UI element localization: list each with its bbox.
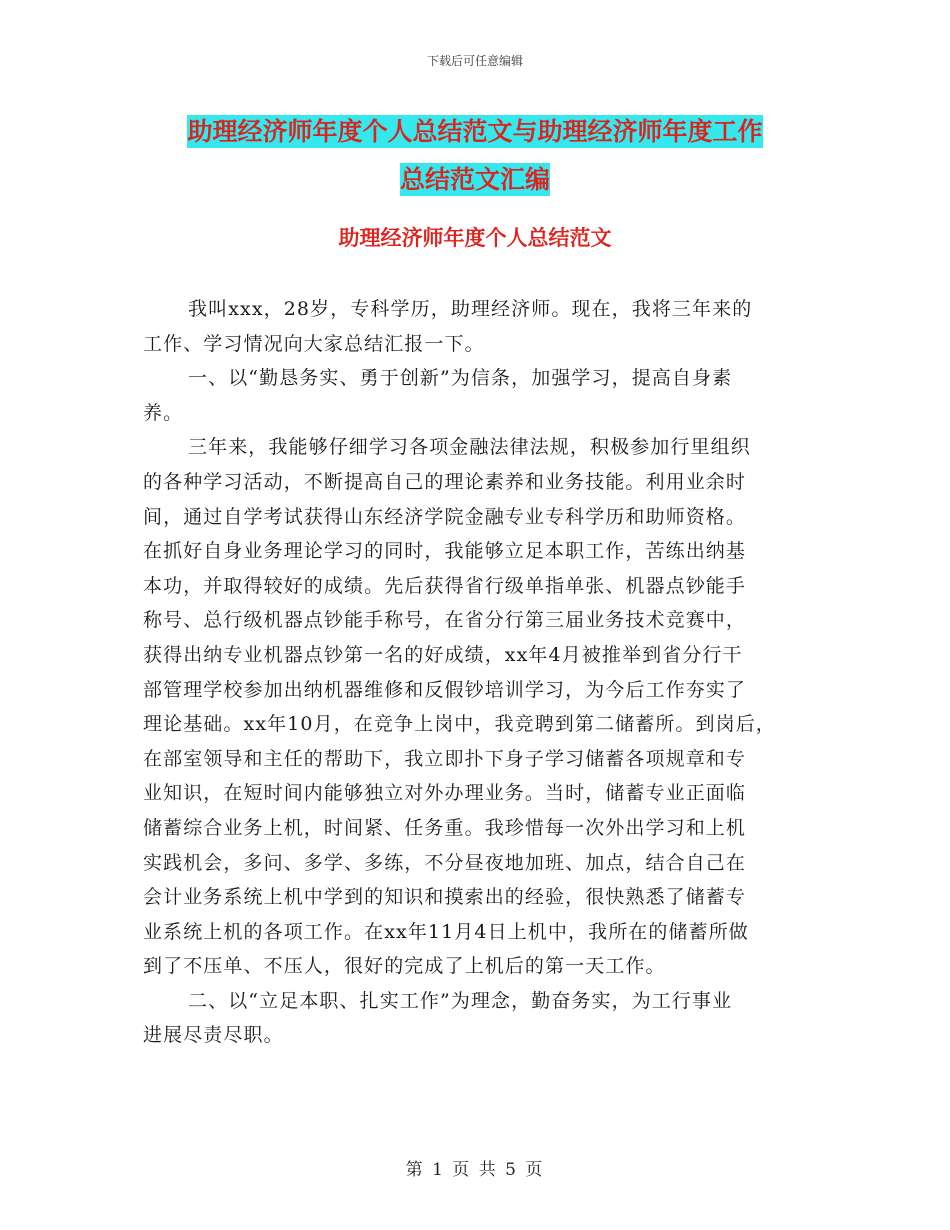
text-line: 养。 — [143, 401, 184, 424]
text-line: 我叫xxx，28岁，专科学历，助理经济师。现在，我将三年来的 — [188, 298, 753, 320]
body-text — [143, 292, 811, 1053]
document-title-line-1 — [0, 108, 950, 156]
text-line: 获得出纳专业机器点钞第一名的好成绩，xx年4月被推举到省分行干 — [143, 643, 743, 666]
text-line: 会计业务系统上机中学到的知识和摸索出的经验，很快熟悉了储蓄专 — [143, 886, 747, 909]
header-note: 下载后可任意编辑 — [426, 54, 523, 68]
text-line: 间，通过自学考试获得山东经济学院金融专业专科学历和助师资格。 — [143, 505, 747, 528]
text-line: 二、以“立足本职、扎实工作”为理念，勤奋务实，为工行事业 — [188, 989, 733, 1012]
title-highlight-2: 总结范文汇编 — [399, 165, 550, 194]
text-line: 称号、总行级机器点钞能手称号，在省分行第三届业务技术竞赛中， — [143, 609, 747, 632]
text-line: 三年来，我能够仔细学习各项金融法律法规，积极参加行里组织 — [188, 436, 751, 459]
text-line: 业知识，在短时间内能够独立对外办理业务。当时，储蓄专业正面临 — [143, 782, 747, 805]
text-line: 在抓好自身业务理论学习的同时，我能够立足本职工作，苦练出纳基 — [143, 540, 747, 563]
text-line: 一、以“勤恳务实、勇于创新”为信条，加强学习，提高自身素 — [188, 367, 733, 390]
page-number-footer: 第 1 页 共 5 页 — [405, 1160, 545, 1180]
text-line: 部管理学校参加出纳机器维修和反假钞培训学习，为今后工作夯实了 — [143, 678, 747, 701]
text-line: 进展尽责尽职。 — [143, 1024, 284, 1047]
section-title: 助理经济师年度个人总结范文 — [338, 226, 612, 250]
text-line: 本功，并取得较好的成绩。先后获得省行级单指单张、机器点钞能手 — [143, 574, 747, 597]
text-line: 到了不压单、不压人，很好的完成了上机后的第一天工作。 — [143, 955, 666, 978]
text-line: 实践机会，多问、多学、多练，不分昼夜地加班、加点，结合自己在 — [143, 851, 747, 874]
text-line: 工作、学习情况向大家总结汇报一下。 — [143, 332, 485, 355]
text-line: 储蓄综合业务上机，时间紧、任务重。我珍惜每一次外出学习和上机 — [143, 816, 747, 839]
text-line: 理论基础。xx年10月，在竞争上岗中，我竞聘到第二储蓄所。到岗后， — [143, 713, 776, 736]
document-title-line-2 — [0, 156, 950, 204]
text-line: 业系统上机的各项工作。在xx年11月4日上机中，我所在的储蓄所做 — [143, 920, 749, 943]
title-highlight-1: 助理经济师年度个人总结范文与助理经济师年度工作 — [187, 117, 763, 146]
text-line: 的各种学习活动，不断提高自己的理论素养和业务技能。利用业余时 — [143, 470, 747, 493]
document-title — [0, 108, 950, 204]
text-line: 在部室领导和主任的帮助下，我立即扑下身子学习储蓄各项规章和专 — [143, 747, 747, 770]
